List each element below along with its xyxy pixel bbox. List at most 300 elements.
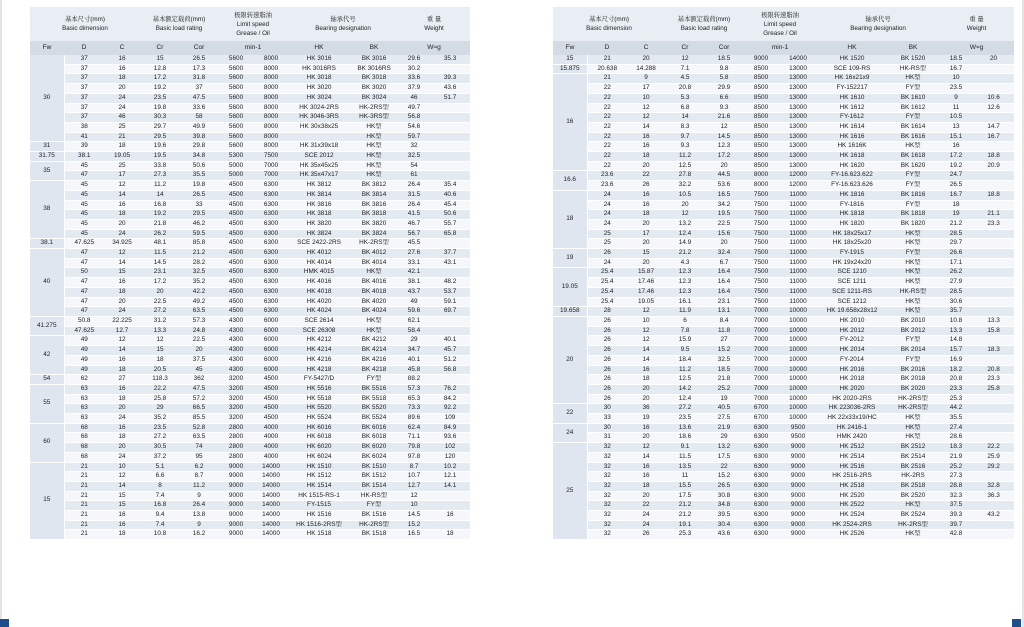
cell-speed-oil: 6300 bbox=[254, 239, 288, 249]
cell-weight-bk bbox=[430, 64, 470, 74]
cell-weight-hk: 9 bbox=[939, 93, 973, 103]
cell-bk: BK 1616 bbox=[887, 132, 939, 142]
cell-weight-hk: 18.2 bbox=[939, 365, 973, 375]
cell-speed-oil: 9000 bbox=[779, 501, 817, 511]
cell-speed-grease: 4500 bbox=[218, 287, 254, 297]
cell-hk: FY-1515 bbox=[288, 501, 350, 511]
cell-d: 45 bbox=[64, 190, 104, 200]
col-fw: Fw bbox=[30, 41, 64, 55]
cell-speed-grease: 9000 bbox=[218, 511, 254, 521]
cell-weight-bk bbox=[973, 287, 1014, 297]
cell-hk: HK 22x33x19/HC bbox=[817, 414, 887, 424]
cell-cor: 47.5 bbox=[180, 384, 218, 394]
table-row bbox=[30, 520, 470, 530]
cell-speed-grease: 4500 bbox=[218, 229, 254, 239]
cell-bk: BK 3824 bbox=[350, 229, 398, 239]
cell-fw: 16 bbox=[553, 74, 587, 171]
cell-bk: BK 4014 bbox=[350, 258, 398, 268]
cell-speed-grease: 6300 bbox=[743, 530, 779, 540]
cell-cr: 7.4 bbox=[140, 491, 180, 501]
table-row bbox=[553, 423, 1014, 433]
cell-c: 10 bbox=[104, 462, 140, 472]
cell-cor: 13.2 bbox=[705, 443, 743, 453]
cell-weight-hk: 27.6 bbox=[398, 249, 430, 259]
cell-weight-hk: 37.5 bbox=[939, 501, 973, 511]
cell-c: 17.46 bbox=[627, 287, 665, 297]
cell-weight-bk: 16 bbox=[430, 511, 470, 521]
cell-weight-hk: 26.4 bbox=[398, 181, 430, 191]
cell-speed-oil: 12000 bbox=[779, 181, 817, 191]
table-row bbox=[553, 142, 1014, 152]
cell-weight-bk bbox=[973, 249, 1014, 259]
table-row bbox=[30, 55, 470, 64]
cell-hk: HK 2522 bbox=[817, 501, 887, 511]
cell-d: 22 bbox=[587, 161, 627, 171]
cell-bk: BK 2010 bbox=[887, 316, 939, 326]
cell-c: 12.7 bbox=[104, 326, 140, 336]
cell-c: 20 bbox=[627, 433, 665, 443]
cell-d: 49 bbox=[64, 355, 104, 365]
cell-weight-hk: 12.7 bbox=[398, 481, 430, 491]
cell-cor: 34.2 bbox=[705, 200, 743, 210]
cell-hk: HK 19.658x28x12 bbox=[817, 307, 887, 317]
page-number-marker-right bbox=[1012, 619, 1021, 627]
cell-hk: HK 2526 bbox=[817, 530, 887, 540]
cell-speed-oil: 11000 bbox=[779, 239, 817, 249]
cell-speed-grease: 8500 bbox=[743, 122, 779, 132]
cell-hk: HK 2524 bbox=[817, 511, 887, 521]
cell-d: 26 bbox=[587, 355, 627, 365]
cell-hk: HK 16x21x9 bbox=[817, 74, 887, 84]
cell-speed-grease: 5600 bbox=[218, 103, 254, 113]
cell-weight-hk: 56.8 bbox=[398, 113, 430, 123]
cell-speed-grease: 8000 bbox=[743, 181, 779, 191]
cell-hk: HK 1618 bbox=[817, 152, 887, 162]
cell-d: 47 bbox=[64, 297, 104, 307]
cell-c: 14 bbox=[627, 452, 665, 462]
cell-d: 26 bbox=[587, 375, 627, 385]
cell-speed-grease: 2800 bbox=[218, 423, 254, 433]
cell-weight-hk: 49 bbox=[398, 297, 430, 307]
cell-cr: 23.5 bbox=[665, 414, 705, 424]
cell-bk: BK 2524 bbox=[887, 511, 939, 521]
cell-cor: 20 bbox=[180, 346, 218, 356]
table-row bbox=[30, 433, 470, 443]
cell-cor: 11.2 bbox=[180, 481, 218, 491]
cell-c: 22.225 bbox=[104, 316, 140, 326]
table-row bbox=[30, 190, 470, 200]
cell-hk: HK 1820 bbox=[817, 219, 887, 229]
cell-fw: 15.875 bbox=[553, 64, 587, 74]
cell-cr: 26.2 bbox=[140, 229, 180, 239]
table-row bbox=[30, 103, 470, 113]
cell-c: 14 bbox=[627, 355, 665, 365]
cell-speed-grease: 7500 bbox=[743, 268, 779, 278]
cell-speed-oil: 10000 bbox=[779, 307, 817, 317]
cell-speed-oil: 8000 bbox=[254, 142, 288, 152]
cell-cr: 16.8 bbox=[140, 200, 180, 210]
cell-weight-hk: 59.7 bbox=[398, 132, 430, 142]
cell-d: 22 bbox=[587, 132, 627, 142]
cell-weight-bk bbox=[973, 200, 1014, 210]
cell-fw: 38.1 bbox=[30, 239, 64, 249]
cell-speed-grease: 7500 bbox=[743, 190, 779, 200]
table-row bbox=[30, 258, 470, 268]
cell-speed-grease: 4300 bbox=[218, 336, 254, 346]
cell-cr: 35.2 bbox=[140, 414, 180, 424]
col-cor: Cor bbox=[705, 41, 743, 55]
cell-weight-bk: 120 bbox=[430, 452, 470, 462]
cell-cor: 33.6 bbox=[180, 103, 218, 113]
cell-d: 21 bbox=[587, 55, 627, 64]
cell-c: 25 bbox=[104, 161, 140, 171]
cell-weight-hk: 10 bbox=[398, 501, 430, 511]
cell-speed-grease: 3200 bbox=[218, 375, 254, 385]
cell-speed-oil: 14000 bbox=[254, 511, 288, 521]
cell-weight-bk bbox=[973, 520, 1014, 530]
cell-d: 37 bbox=[64, 113, 104, 123]
cell-cr: 19.1 bbox=[665, 520, 705, 530]
cell-speed-oil: 14000 bbox=[779, 55, 817, 64]
cell-bk: BK 2518 bbox=[887, 481, 939, 491]
cell-weight-bk bbox=[973, 404, 1014, 414]
cell-speed-oil: 13000 bbox=[779, 74, 817, 84]
cell-c: 14.288 bbox=[627, 64, 665, 74]
cell-speed-grease: 4500 bbox=[218, 268, 254, 278]
cell-weight-hk: 88.2 bbox=[398, 375, 430, 385]
cell-d: 68 bbox=[64, 452, 104, 462]
cell-speed-oil: 8000 bbox=[254, 74, 288, 84]
cell-speed-grease: 5600 bbox=[218, 122, 254, 132]
cell-speed-oil: 6300 bbox=[254, 219, 288, 229]
cell-bk: BK 4018 bbox=[350, 287, 398, 297]
cell-speed-oil: 6300 bbox=[254, 268, 288, 278]
cell-d: 38 bbox=[64, 122, 104, 132]
cell-weight-hk: 29 bbox=[398, 336, 430, 346]
cell-speed-grease: 7500 bbox=[743, 278, 779, 288]
cell-speed-grease: 7500 bbox=[743, 229, 779, 239]
cell-d: 63 bbox=[64, 394, 104, 404]
cell-hk: HK 3046-3RS bbox=[288, 113, 350, 123]
cell-speed-oil: 4000 bbox=[254, 433, 288, 443]
cell-cr: 13.6 bbox=[665, 423, 705, 433]
cell-weight-hk: 8.7 bbox=[398, 462, 430, 472]
cell-d: 30 bbox=[587, 423, 627, 433]
cell-speed-oil: 6300 bbox=[254, 181, 288, 191]
cell-cor: 20 bbox=[705, 239, 743, 249]
table-row bbox=[30, 122, 470, 132]
cell-bk: BK 3016RS bbox=[350, 64, 398, 74]
cell-speed-grease: 4500 bbox=[218, 258, 254, 268]
cell-speed-grease: 6300 bbox=[743, 501, 779, 511]
cell-bk: BK 4218 bbox=[350, 365, 398, 375]
cell-weight-bk: 36.3 bbox=[973, 491, 1014, 501]
cell-cor: 16.4 bbox=[705, 278, 743, 288]
cell-weight-hk: 89.6 bbox=[398, 414, 430, 424]
cell-weight-bk bbox=[430, 132, 470, 142]
cell-weight-hk: 39.7 bbox=[939, 520, 973, 530]
cell-bk: FY型 bbox=[887, 113, 939, 123]
cell-fw: 31.75 bbox=[30, 152, 64, 162]
cell-speed-oil: 6300 bbox=[254, 229, 288, 239]
cell-bk: HK型 bbox=[887, 433, 939, 443]
cell-weight-bk: 23.3 bbox=[973, 219, 1014, 229]
cell-bk: BK 2012 bbox=[887, 326, 939, 336]
cell-weight-hk: 46 bbox=[398, 93, 430, 103]
cell-bk: FY型 bbox=[887, 171, 939, 181]
cell-weight-bk: 59.1 bbox=[430, 297, 470, 307]
cell-bk: HK-2RS型 bbox=[350, 103, 398, 113]
cell-speed-oil: 6300 bbox=[254, 200, 288, 210]
table-row bbox=[553, 74, 1014, 84]
cell-bk: BK 4216 bbox=[350, 355, 398, 365]
cell-weight-hk: 19 bbox=[939, 210, 973, 220]
cell-c: 26 bbox=[627, 530, 665, 540]
cell-weight-bk: 12.1 bbox=[430, 472, 470, 482]
cell-weight-bk: 25.9 bbox=[973, 452, 1014, 462]
cell-bk: BK 1816 bbox=[887, 190, 939, 200]
cell-d: 24 bbox=[587, 200, 627, 210]
cell-speed-grease: 6300 bbox=[743, 423, 779, 433]
cell-speed-oil: 13000 bbox=[779, 113, 817, 123]
cell-cor: 23.1 bbox=[705, 297, 743, 307]
cell-cor: 85.5 bbox=[180, 414, 218, 424]
cell-cr: 12.3 bbox=[665, 268, 705, 278]
cell-hk: HK 2018 bbox=[817, 375, 887, 385]
cell-d: 32 bbox=[587, 481, 627, 491]
cell-speed-grease: 9000 bbox=[218, 491, 254, 501]
cell-bk: BK 2514 bbox=[887, 452, 939, 462]
cell-weight-hk: 45.5 bbox=[398, 239, 430, 249]
table-row bbox=[553, 249, 1014, 259]
cell-bk: BK 5518 bbox=[350, 394, 398, 404]
cell-hk: SCE 1211-RS bbox=[817, 287, 887, 297]
cell-speed-grease: 9000 bbox=[218, 520, 254, 530]
table-row bbox=[30, 287, 470, 297]
cell-speed-grease: 4500 bbox=[218, 190, 254, 200]
cell-cor: 32.5 bbox=[180, 268, 218, 278]
cell-c: 14 bbox=[627, 346, 665, 356]
cell-speed-grease: 6300 bbox=[743, 481, 779, 491]
cell-c: 12 bbox=[627, 336, 665, 346]
cell-weight-bk: 20.8 bbox=[973, 365, 1014, 375]
header-load: 基本额定载荷(mm) Basic load rating bbox=[665, 7, 743, 41]
cell-speed-grease: 8500 bbox=[743, 84, 779, 94]
cell-weight-bk: 10.2 bbox=[430, 462, 470, 472]
cell-speed-oil: 10000 bbox=[779, 384, 817, 394]
table-row bbox=[553, 190, 1014, 200]
cell-bk: HK型 bbox=[887, 258, 939, 268]
cell-weight-bk bbox=[430, 520, 470, 530]
cell-speed-grease: 5600 bbox=[218, 93, 254, 103]
cell-d: 37 bbox=[64, 84, 104, 94]
cell-weight-hk: 26.2 bbox=[939, 268, 973, 278]
cell-cr: 19.2 bbox=[140, 210, 180, 220]
cell-weight-hk: 62.1 bbox=[398, 316, 430, 326]
cell-d: 47.625 bbox=[64, 239, 104, 249]
cell-cr: 19.5 bbox=[140, 152, 180, 162]
cell-d: 22 bbox=[587, 142, 627, 152]
cell-c: 20 bbox=[104, 219, 140, 229]
cell-speed-grease: 2800 bbox=[218, 433, 254, 443]
cell-c: 12 bbox=[627, 326, 665, 336]
cell-d: 32 bbox=[587, 520, 627, 530]
cell-hk: FY-1816 bbox=[817, 200, 887, 210]
header-designation: 轴承代号 Bearing designation bbox=[288, 7, 398, 41]
table-row bbox=[30, 307, 470, 317]
cell-hk: HMK 2420 bbox=[817, 433, 887, 443]
cell-weight-hk: 31.5 bbox=[398, 190, 430, 200]
cell-speed-grease: 4300 bbox=[218, 355, 254, 365]
cell-hk: HK 2524-2RS bbox=[817, 520, 887, 530]
cell-d: 26 bbox=[587, 384, 627, 394]
cell-c: 20 bbox=[627, 55, 665, 64]
cell-hk: HK 1616K bbox=[817, 142, 887, 152]
cell-weight-hk: 57.3 bbox=[398, 384, 430, 394]
cell-bk: HK型 bbox=[887, 229, 939, 239]
cell-bk: BK 1818 bbox=[887, 210, 939, 220]
cell-cor: 6.7 bbox=[705, 258, 743, 268]
cell-d: 37 bbox=[64, 103, 104, 113]
cell-speed-oil: 14000 bbox=[254, 501, 288, 511]
cell-hk: HK 4216 bbox=[288, 355, 350, 365]
cell-cor: 12 bbox=[705, 122, 743, 132]
cell-cr: 21.8 bbox=[140, 219, 180, 229]
cell-fw: 38 bbox=[30, 181, 64, 239]
cell-cr: 12.8 bbox=[140, 64, 180, 74]
cell-hk: HK 1614 bbox=[817, 122, 887, 132]
cell-d: 22 bbox=[587, 122, 627, 132]
cell-bk: BK 2020 bbox=[887, 384, 939, 394]
cell-c: 18 bbox=[104, 530, 140, 540]
cell-c: 18 bbox=[627, 481, 665, 491]
cell-hk: HK 1518 bbox=[288, 530, 350, 540]
cell-cor: 35.5 bbox=[180, 171, 218, 181]
cell-speed-grease: 7500 bbox=[743, 249, 779, 259]
cell-bk: BK 1820 bbox=[887, 219, 939, 229]
cell-d: 32 bbox=[587, 462, 627, 472]
cell-weight-hk: 28.8 bbox=[939, 481, 973, 491]
cell-weight-bk bbox=[430, 161, 470, 171]
cell-cr: 15 bbox=[140, 55, 180, 64]
cell-cr: 21.2 bbox=[665, 501, 705, 511]
cell-d: 63 bbox=[64, 384, 104, 394]
table-row bbox=[553, 462, 1014, 472]
cell-d: 37 bbox=[64, 74, 104, 84]
table-row bbox=[30, 161, 470, 171]
cell-weight-hk: 38.1 bbox=[398, 278, 430, 288]
cell-speed-oil: 13000 bbox=[779, 64, 817, 74]
cell-cr: 6.6 bbox=[140, 472, 180, 482]
table-row bbox=[553, 152, 1014, 162]
header-speed: 极限转速脂油 Limit speed Grease / Oil bbox=[743, 7, 817, 41]
cell-cor: 15.6 bbox=[705, 229, 743, 239]
cell-c: 18 bbox=[104, 287, 140, 297]
cell-cor: 18.5 bbox=[705, 55, 743, 64]
cell-speed-oil: 9000 bbox=[779, 530, 817, 540]
cell-bk: BK 1520 bbox=[887, 55, 939, 64]
table-row bbox=[553, 229, 1014, 239]
cell-hk: HK 35x45x25 bbox=[288, 161, 350, 171]
cell-c: 15 bbox=[104, 268, 140, 278]
cell-speed-oil: 6300 bbox=[254, 297, 288, 307]
cell-weight-bk bbox=[973, 472, 1014, 482]
cell-speed-oil: 6000 bbox=[254, 355, 288, 365]
cell-speed-grease: 4500 bbox=[218, 249, 254, 259]
cell-weight-hk: 27.4 bbox=[939, 423, 973, 433]
table-row bbox=[553, 384, 1014, 394]
cell-bk: HK型 bbox=[350, 132, 398, 142]
cell-cor: 17.2 bbox=[705, 152, 743, 162]
cell-bk: HK型 bbox=[887, 501, 939, 511]
cell-fw: 25 bbox=[553, 443, 587, 540]
cell-bk: BK 6024 bbox=[350, 452, 398, 462]
cell-weight-hk: 15.2 bbox=[398, 520, 430, 530]
cell-weight-hk: 41.5 bbox=[398, 210, 430, 220]
header-load: 基本额定载荷(mm) Basic load rating bbox=[140, 7, 218, 41]
cell-bk: BK 4212 bbox=[350, 336, 398, 346]
cell-c: 18 bbox=[627, 375, 665, 385]
cell-cor: 6.6 bbox=[705, 93, 743, 103]
cell-d: 22 bbox=[587, 113, 627, 123]
cell-cr: 32.2 bbox=[665, 181, 705, 191]
cell-weight-hk: 16.5 bbox=[398, 530, 430, 540]
table-row bbox=[553, 132, 1014, 142]
cell-hk: FY-16.623.622 bbox=[817, 171, 887, 181]
cell-weight-hk: 10.8 bbox=[939, 316, 973, 326]
table-row bbox=[553, 481, 1014, 491]
cell-hk: FY-1915 bbox=[817, 249, 887, 259]
cell-speed-grease: 4500 bbox=[218, 239, 254, 249]
cell-bk: BK 4016 bbox=[350, 278, 398, 288]
cell-weight-hk: 25.3 bbox=[939, 394, 973, 404]
cell-cor: 29.5 bbox=[180, 210, 218, 220]
cell-speed-oil: 9000 bbox=[779, 472, 817, 482]
cell-cor: 52.8 bbox=[180, 423, 218, 433]
cell-speed-grease: 8500 bbox=[743, 103, 779, 113]
cell-cor: 33 bbox=[180, 200, 218, 210]
cell-speed-grease: 4300 bbox=[218, 326, 254, 336]
cell-speed-oil: 11000 bbox=[779, 278, 817, 288]
cell-c: 12 bbox=[627, 103, 665, 113]
cell-cr: 16.8 bbox=[140, 501, 180, 511]
cell-hk: HK 3816 bbox=[288, 200, 350, 210]
cell-speed-oil: 9000 bbox=[779, 452, 817, 462]
cell-speed-oil: 4500 bbox=[254, 384, 288, 394]
cell-weight-bk bbox=[973, 113, 1014, 123]
cell-d: 26 bbox=[587, 326, 627, 336]
cell-bk: HK型 bbox=[887, 297, 939, 307]
cell-cr: 12.3 bbox=[665, 287, 705, 297]
cell-c: 20 bbox=[104, 443, 140, 453]
cell-hk: HK 1816 bbox=[817, 190, 887, 200]
table-row bbox=[30, 278, 470, 288]
cell-cor: 17.3 bbox=[180, 64, 218, 74]
cell-speed-grease: 8500 bbox=[743, 113, 779, 123]
cell-weight-bk bbox=[973, 423, 1014, 433]
table-row bbox=[30, 142, 470, 152]
cell-cr: 13.3 bbox=[140, 326, 180, 336]
table-row bbox=[30, 336, 470, 346]
cell-weight-hk: 97.8 bbox=[398, 452, 430, 462]
cell-speed-grease: 4500 bbox=[218, 181, 254, 191]
cell-d: 45 bbox=[64, 161, 104, 171]
cell-speed-grease: 3200 bbox=[218, 404, 254, 414]
cell-cr: 12.5 bbox=[665, 375, 705, 385]
cell-weight-hk: 43.7 bbox=[398, 287, 430, 297]
cell-cr: 9.7 bbox=[665, 132, 705, 142]
cell-speed-oil: 9500 bbox=[779, 433, 817, 443]
